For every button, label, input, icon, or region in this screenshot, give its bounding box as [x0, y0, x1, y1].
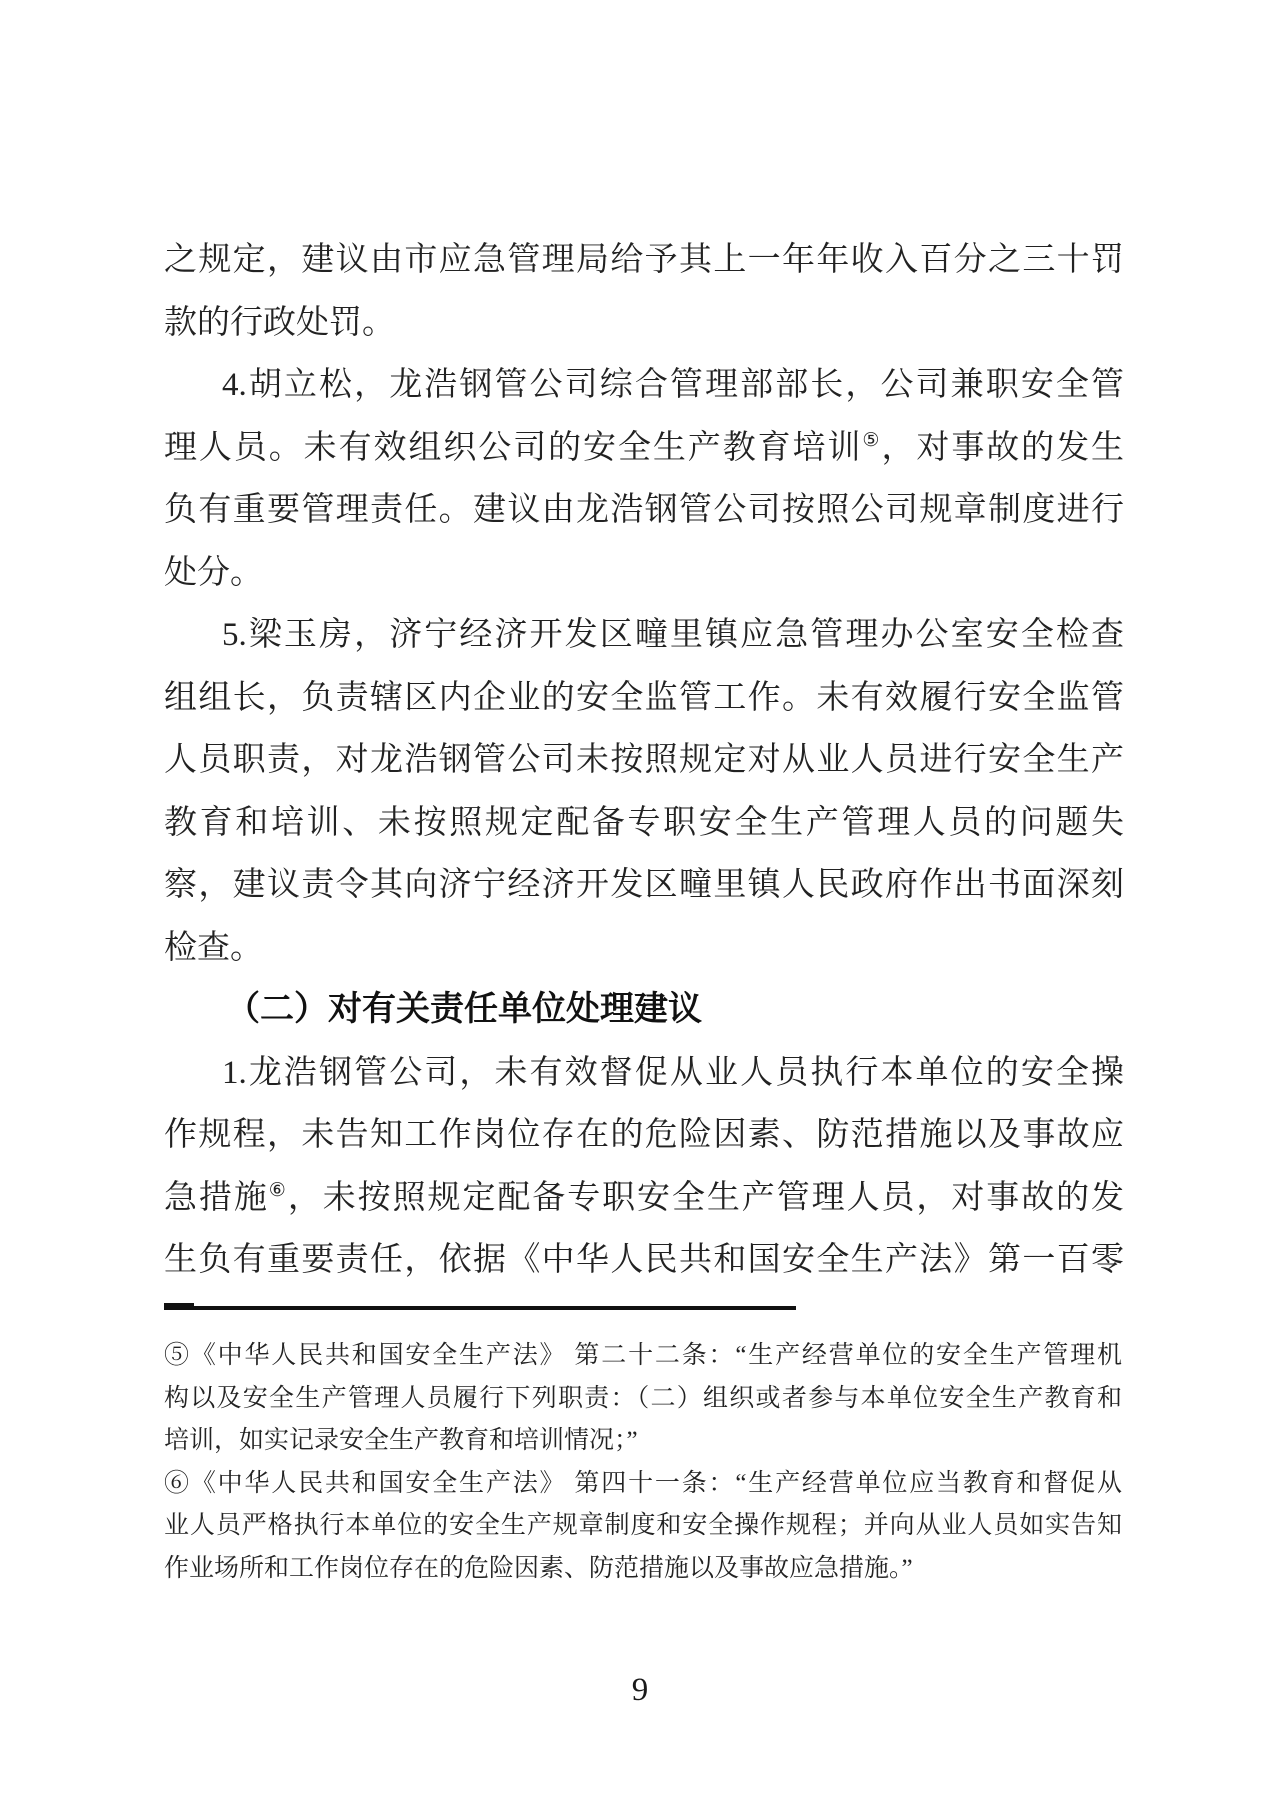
body-line: 负有重要管理责任。建议由龙浩钢管公司按照公司规章制度进行	[164, 492, 1124, 528]
footnote-separator	[164, 1306, 796, 1310]
body-line: 1.龙浩钢管公司，未有效督促从业人员执行本单位的安全操	[222, 1054, 1124, 1091]
footnote-line: 构以及安全生产管理人员履行下列职责：（二）组织或者参与本单位安全生产教育和	[164, 1384, 1122, 1412]
footnotes	[164, 1335, 1122, 1590]
body-text	[164, 229, 1124, 1292]
body-line: 教育和培训、未按照规定配备专职安全生产管理人员的问题失	[164, 804, 1124, 841]
footnote-line: ⑤《中华人民共和国安全生产法》 第二十二条：“生产经营单位的安全生产管理机	[164, 1342, 1122, 1369]
body-line: 组组长，负责辖区内企业的安全监管工作。未有效履行安全监管	[164, 679, 1124, 716]
footnote-line: 作业场所和工作岗位存在的危险因素、防范措施以及事故应急措施。”	[164, 1554, 913, 1582]
body-line: 检查。	[164, 929, 263, 966]
body-line: 生负有重要责任，依据《中华人民共和国安全生产法》第一百零	[164, 1242, 1124, 1278]
page-number: 9	[631, 1672, 649, 1708]
body-line: 作规程，未告知工作岗位存在的危险因素、防范措施以及事故应	[164, 1117, 1124, 1153]
body-line: 款的行政处罚。	[164, 304, 395, 341]
footnote-line: ⑥《中华人民共和国安全生产法》 第四十一条：“生产经营单位应当教育和督促从	[164, 1469, 1122, 1497]
body-line: 理人员。未有效组织公司的安全生产教育培训⑤，对事故的发生	[164, 429, 1125, 466]
body-line: 5.梁玉房，济宁经济开发区疃里镇应急管理办公室安全检查	[222, 617, 1124, 653]
body-line: 人员职责，对龙浩钢管公司未按照规定对从业人员进行安全生产	[164, 742, 1124, 778]
section-heading: （二）对有关责任单位处理建议	[226, 991, 702, 1028]
footnote-separator-tick	[164, 1303, 194, 1307]
body-line: 察，建议责令其向济宁经济开发区疃里镇人民政府作出书面深刻	[164, 867, 1124, 903]
body-line: 4.胡立松，龙浩钢管公司综合管理部部长，公司兼职安全管	[222, 367, 1124, 403]
body-line: 之规定，建议由市应急管理局给予其上一年年收入百分之三十罚	[164, 242, 1124, 278]
body-line: 急措施⑥，未按照规定配备专职安全生产管理人员，对事故的发	[164, 1179, 1125, 1216]
footnote-ref-marker: ⑤	[862, 429, 882, 451]
footnote-line: 培训，如实记录安全生产教育和培训情况；”	[164, 1427, 638, 1454]
body-line: 处分。	[164, 554, 263, 591]
footnote-line: 业人员严格执行本单位的安全生产规章制度和安全操作规程；并向从业人员如实告知	[164, 1512, 1122, 1539]
footnote-ref-marker: ⑥	[268, 1179, 288, 1201]
